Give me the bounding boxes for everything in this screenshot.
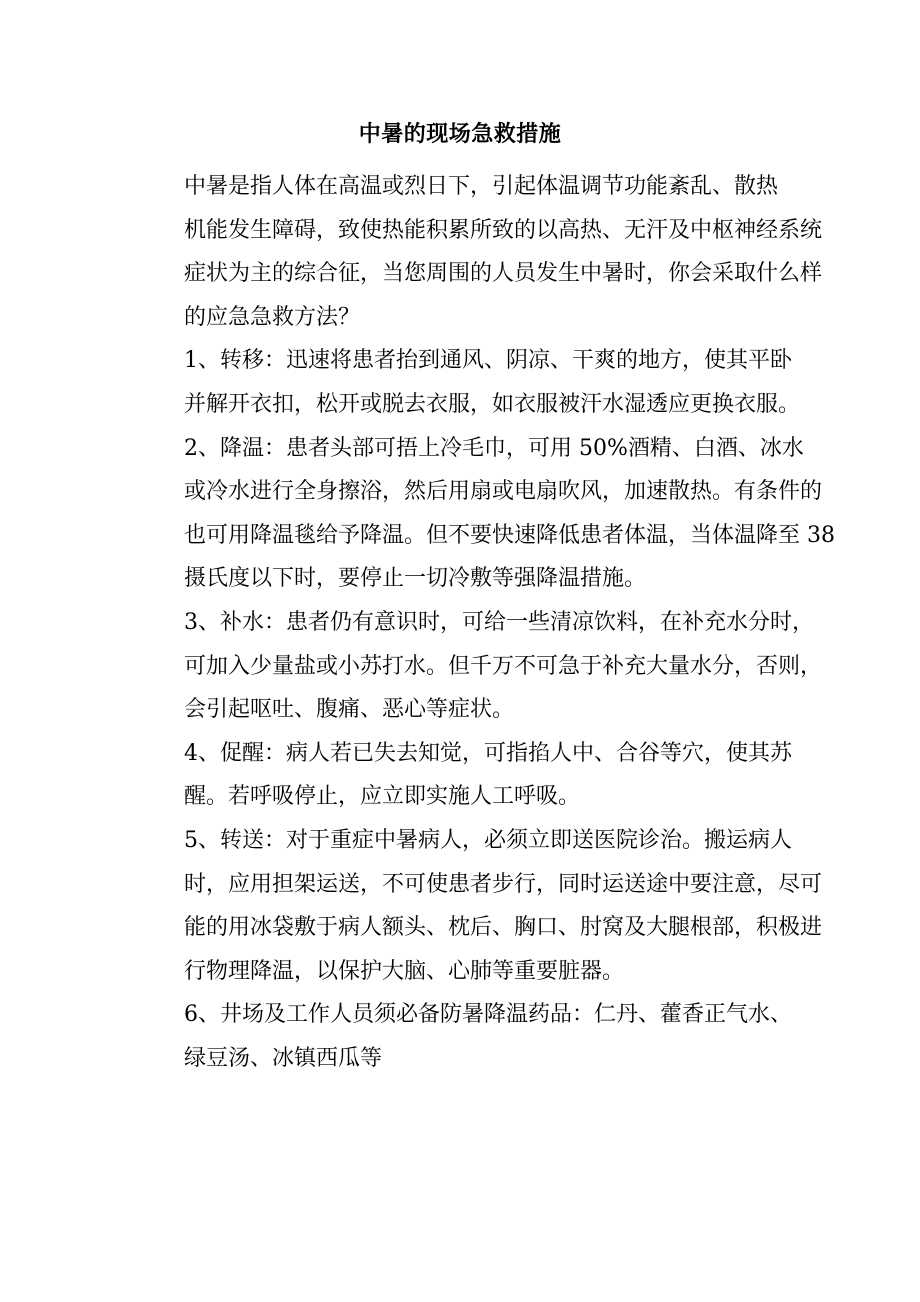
text-line: 5、转送：对于重症中暑病人，必须立即送医院诊治。搬运病人 — [184, 827, 792, 853]
document-body — [140, 165, 835, 1080]
text-line: 会引起呕吐、腹痛、恶心等症状。 — [184, 697, 515, 723]
text-line: 2、降温：患者头部可捂上冷毛巾，可用 50%酒精、白酒、冰水 — [184, 435, 804, 461]
text-line: 绿豆汤、冰镇西瓜等 — [184, 1045, 383, 1071]
document-title: 中暑的现场急救措施 — [358, 121, 562, 147]
text-line: 6、井场及工作人员须必备防暑降温药品：仁丹、藿香正气水、 — [184, 1002, 792, 1028]
text-line: 时，应用担架运送，不可使患者步行，同时运送途中要注意，尽可 — [184, 871, 823, 897]
text-line: 机能发生障碍，致使热能积累所致的以高热、无汗及中枢神经系统 — [184, 217, 823, 243]
text-line: 也可用降温毯给予降温。但不要快速降低患者体温，当体温降至 38 — [184, 522, 835, 548]
text-line: 可加入少量盐或小苏打水。但千万不可急于补充大量水分，否则， — [184, 653, 823, 679]
text-line: 中暑是指人体在高温或烈日下，引起体温调节功能紊乱、散热 — [184, 174, 779, 199]
text-line: 4、促醒：病人若已失去知觉，可指掐人中、合谷等穴，使其苏 — [184, 740, 792, 766]
text-line: 3、补水：患者仍有意识时，可给一些清凉饮料，在补充水分时， — [184, 609, 814, 635]
text-line: 症状为主的综合征，当您周围的人员发生中暑时，你会采取什么样 — [184, 261, 823, 287]
paragraph-step-4-revival — [140, 732, 790, 819]
text-line: 行物理降温，以保护大脑、心肺等重要脏器。 — [184, 958, 625, 984]
text-line: 的应急急救方法？ — [184, 304, 361, 330]
text-line: 并解开衣扣，松开或脱去衣服，如衣服被汗水湿透应更换衣服。 — [184, 391, 801, 417]
text-line: 能的用冰袋敷于病人额头、枕后、胸口、肘窝及大腿根部，积极进 — [184, 915, 823, 941]
paragraph-step-6-supplies — [140, 993, 790, 1080]
paragraph-step-3-rehydration — [140, 601, 823, 732]
text-line: 醒。若呼吸停止，应立即实施人工呼吸。 — [184, 784, 581, 810]
paragraph-step-1-transfer — [140, 339, 801, 426]
text-line: 1、转移：迅速将患者抬到通风、阴凉、干爽的地方，使其平卧 — [184, 348, 792, 374]
paragraph-step-5-transport — [140, 819, 823, 993]
text-line: 或冷水进行全身擦浴，然后用扇或电扇吹风，加速散热。有条件的 — [184, 479, 823, 505]
paragraph-intro — [140, 165, 823, 339]
text-line: 摄氏度以下时，要停止一切冷敷等强降温措施。 — [184, 566, 647, 592]
paragraph-step-2-cooling — [140, 427, 835, 601]
